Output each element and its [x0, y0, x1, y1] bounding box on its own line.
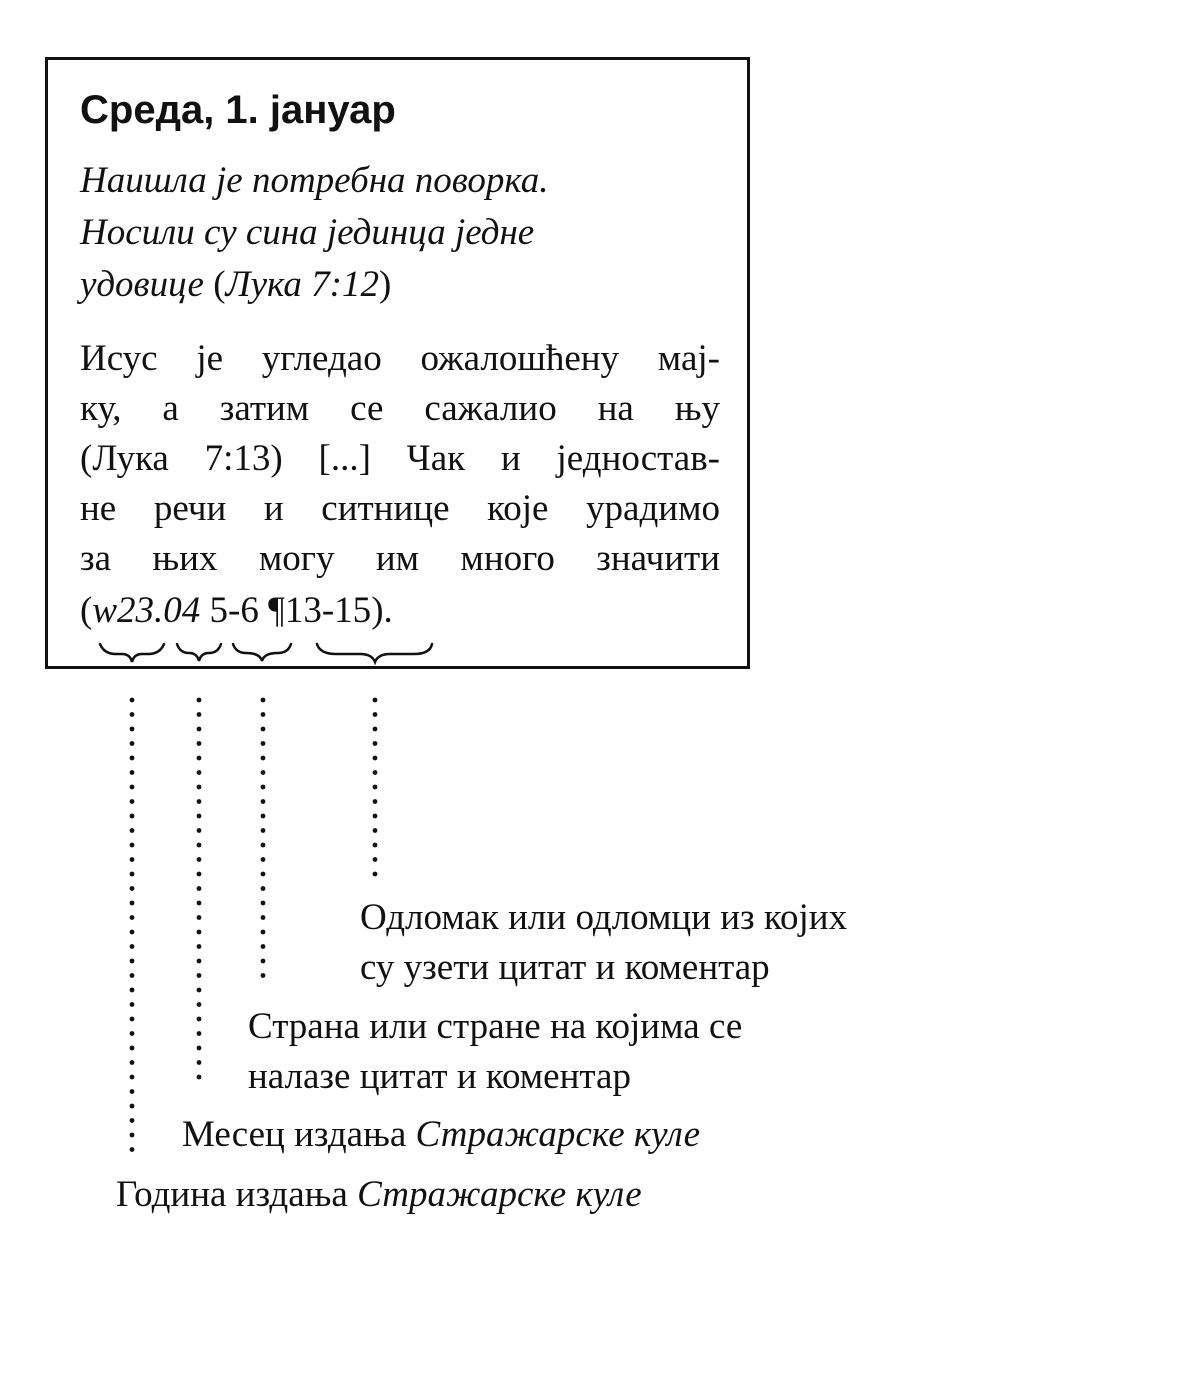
dots-month-dot: [197, 915, 202, 920]
dots-month-dot: [197, 843, 202, 848]
dots-month-dot: [197, 973, 202, 978]
dots-paragraphs-dot: [373, 698, 378, 703]
dots-month-dot: [197, 770, 202, 775]
year-dotted-leader: [130, 698, 135, 1152]
dots-pages-dot: [261, 814, 266, 819]
verse-ref-close: ): [378, 264, 392, 305]
verse-line-2: Носили су сина јединца једне: [80, 212, 535, 253]
dots-year-dot: [130, 727, 135, 732]
comment-line-4: не речи и ситнице које урадимо: [80, 488, 720, 529]
month-label-prefix: Месец издања: [182, 1114, 416, 1155]
reference-close: ).: [371, 590, 393, 631]
dots-pages-dot: [261, 828, 266, 833]
dots-pages-dot: [261, 930, 266, 935]
dots-paragraphs-dot: [373, 727, 378, 732]
dots-pages-dot: [261, 785, 266, 790]
dots-month-dot: [197, 944, 202, 949]
dots-pages-dot: [261, 756, 266, 761]
pages-label-line-2: налазе цитат и коментар: [248, 1056, 631, 1097]
dots-paragraphs-dot: [373, 756, 378, 761]
dots-month-dot: [197, 1060, 202, 1065]
dots-month-dot: [197, 1031, 202, 1036]
month-label: [182, 1110, 700, 1160]
reference-issue: w23.04: [92, 590, 201, 631]
comment-line-5: за њих могу им много значити: [80, 538, 720, 579]
reference-pages: 5-6: [209, 590, 259, 631]
month-label-publication: Стражарске куле: [415, 1114, 701, 1155]
dots-year-dot: [130, 1002, 135, 1007]
dots-paragraphs-dot: [373, 828, 378, 833]
verse-line-3: [80, 262, 391, 308]
dots-year-dot: [130, 1089, 135, 1094]
comment-line-1: Исус је угледао ожалошћену мај-: [80, 338, 720, 379]
dots-year-dot: [130, 799, 135, 804]
verse-line-3-text: удовице: [80, 264, 214, 305]
dots-month-dot: [197, 959, 202, 964]
dots-month-dot: [197, 799, 202, 804]
dots-year-dot: [130, 756, 135, 761]
dots-month-dot: [197, 872, 202, 877]
verse-reference: Лука 7:12: [225, 264, 379, 305]
dots-pages-dot: [261, 843, 266, 848]
dots-year-dot: [130, 1046, 135, 1051]
dots-month-dot: [197, 857, 202, 862]
dots-month-dot: [197, 1017, 202, 1022]
dots-pages-dot: [261, 741, 266, 746]
dots-year-dot: [130, 1060, 135, 1065]
reference-open: (: [80, 590, 93, 631]
reference-paragraphs: ¶13-15: [268, 590, 372, 631]
paragraphs-dotted-leader: [373, 698, 378, 877]
verse-line-1: Наишла је потребна поворка.: [80, 160, 549, 201]
dots-paragraphs-dot: [373, 799, 378, 804]
dots-month-dot: [197, 814, 202, 819]
dots-pages-dot: [261, 944, 266, 949]
dots-pages-dot: [261, 886, 266, 891]
dots-paragraphs-dot: [373, 814, 378, 819]
dots-pages-dot: [261, 872, 266, 877]
dots-month-dot: [197, 1002, 202, 1007]
dots-month-dot: [197, 698, 202, 703]
dots-year-dot: [130, 712, 135, 717]
dots-pages-dot: [261, 915, 266, 920]
dots-month-dot: [197, 1075, 202, 1080]
dots-year-dot: [130, 857, 135, 862]
dots-year-dot: [130, 785, 135, 790]
dots-pages-dot: [261, 901, 266, 906]
dots-pages-dot: [261, 770, 266, 775]
dots-paragraphs-dot: [373, 741, 378, 746]
dots-year-dot: [130, 901, 135, 906]
dots-paragraphs-dot: [373, 712, 378, 717]
dots-month-dot: [197, 886, 202, 891]
reference-line: [80, 586, 393, 636]
dots-pages-dot: [261, 857, 266, 862]
verse-ref-open: (: [213, 264, 226, 305]
dots-pages-dot: [261, 698, 266, 703]
year-label: [116, 1170, 642, 1220]
dots-pages-dot: [261, 973, 266, 978]
pages-label-line-1: Страна или стране на којима се: [248, 1006, 743, 1047]
dots-year-dot: [130, 1031, 135, 1036]
year-label-prefix: Година издања: [116, 1174, 358, 1215]
dots-year-dot: [130, 1017, 135, 1022]
dots-month-dot: [197, 756, 202, 761]
dots-pages-dot: [261, 712, 266, 717]
dots-month-dot: [197, 988, 202, 993]
dots-year-dot: [130, 1075, 135, 1080]
dots-year-dot: [130, 814, 135, 819]
year-label-publication: Стражарске куле: [357, 1174, 642, 1215]
dots-month-dot: [197, 727, 202, 732]
dots-year-dot: [130, 1147, 135, 1152]
dots-year-dot: [130, 988, 135, 993]
dots-year-dot: [130, 886, 135, 891]
pages-dotted-leader: [261, 698, 266, 978]
paragraphs-label-line-1: Одломак или одломци из којих: [360, 897, 848, 938]
month-dotted-leader: [197, 698, 202, 1080]
dots-year-dot: [130, 741, 135, 746]
dots-year-dot: [130, 944, 135, 949]
day-heading: Среда, 1. јануар: [80, 88, 396, 132]
comment-line-3: (Лука 7:13) [...] Чак и једностав-: [80, 438, 720, 479]
dots-year-dot: [130, 959, 135, 964]
dots-paragraphs-dot: [373, 872, 378, 877]
dots-month-dot: [197, 741, 202, 746]
dots-year-dot: [130, 698, 135, 703]
dots-paragraphs-dot: [373, 843, 378, 848]
dots-year-dot: [130, 828, 135, 833]
dots-pages-dot: [261, 799, 266, 804]
dots-year-dot: [130, 1104, 135, 1109]
dots-year-dot: [130, 843, 135, 848]
comment-line-2: ку, а затим се сажалио на њу: [80, 388, 720, 429]
dots-year-dot: [130, 915, 135, 920]
dots-year-dot: [130, 1118, 135, 1123]
dots-year-dot: [130, 770, 135, 775]
dots-pages-dot: [261, 959, 266, 964]
dots-paragraphs-dot: [373, 857, 378, 862]
dots-year-dot: [130, 1133, 135, 1138]
dots-year-dot: [130, 872, 135, 877]
dots-year-dot: [130, 973, 135, 978]
paragraphs-label-line-2: су узети цитат и коментар: [360, 947, 770, 988]
dots-month-dot: [197, 901, 202, 906]
dots-month-dot: [197, 930, 202, 935]
dots-paragraphs-dot: [373, 785, 378, 790]
dots-month-dot: [197, 828, 202, 833]
dots-month-dot: [197, 1046, 202, 1051]
dots-pages-dot: [261, 727, 266, 732]
dots-year-dot: [130, 930, 135, 935]
dots-paragraphs-dot: [373, 770, 378, 775]
dots-month-dot: [197, 785, 202, 790]
dots-month-dot: [197, 712, 202, 717]
